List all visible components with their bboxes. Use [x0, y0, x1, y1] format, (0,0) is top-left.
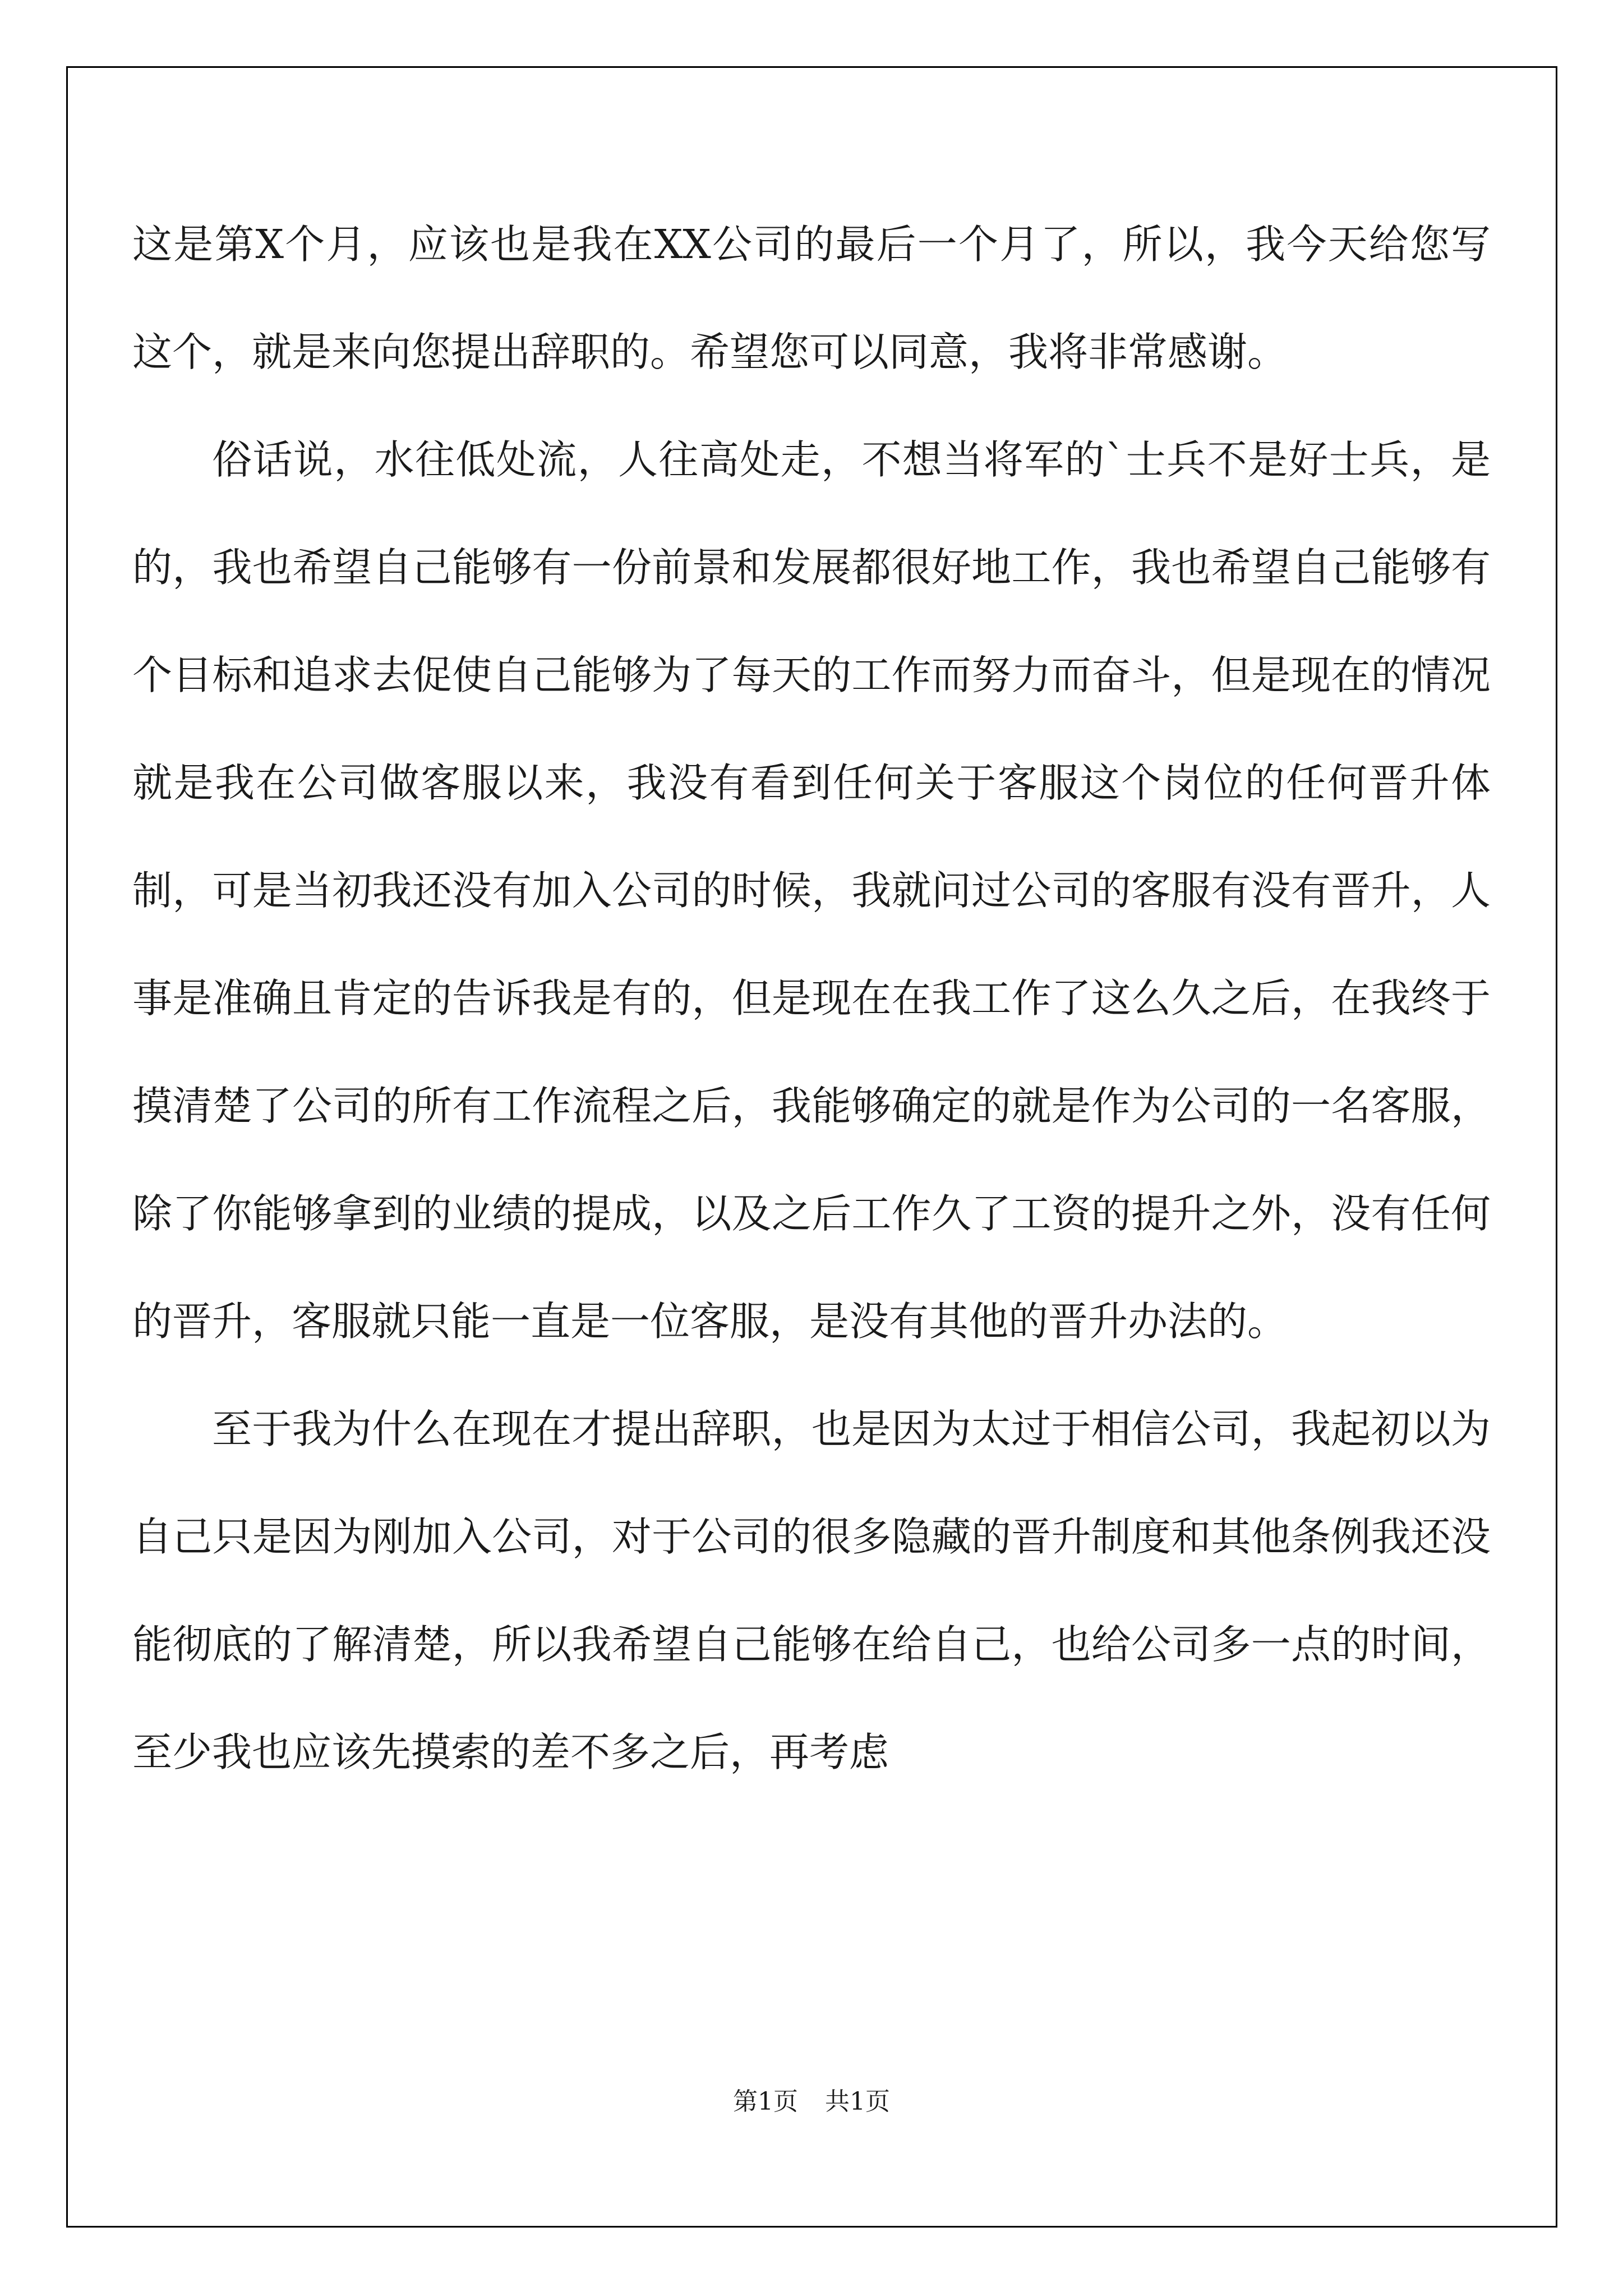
paragraph-2: 俗话说，水往低处流，人往高处走，不想当将军的`士兵不是好士兵，是的，我也希望自己能够有一份前景和发展都很好地工作，我也希望自己能够有个目标和追求去促使自己能够为了每天的工作而努力而奋斗，但是现在的情况就是我在公司做客服以来，我没有看到任何关于客服这个岗位的任何晋升体制，可是当初我还没有加入公司的时候，我就问过公司的客服有没有晋升，人事是准确且肯定的告诉我是有的，但是现在在我工作了这么久之后，在我终于摸清楚了公司的所有工作流程之后，我能够确定的就是作为公司的一名客服，除了你能够拿到的业绩的提成，以及之后工作久了工资的提升之外，没有任何的晋升，客服就只能一直是一位客服，是没有其他的晋升办法的。 [132, 436, 1491, 1345]
paragraph-3: 至于我为什么在现在才提出辞职，也是因为太过于相信公司，我起初以为自己只是因为刚加入公司，对于公司的很多隐藏的晋升制度和其他条例我还没能彻底的了解清楚，所以我希望自己能够在给自己，也给公司多一点的时间，至少我也应该先摸索的差不多之后，再考虑 [132, 1406, 1491, 1775]
document-body [132, 191, 1491, 1806]
paragraph-1: 这是第X个月，应该也是我在XX公司的最后一个月了，所以，我今天给您写这个，就是来向您提出辞职的。希望您可以同意，我将非常感谢。 [132, 221, 1491, 375]
page-number-total: 共1页 [825, 2087, 890, 2116]
page-footer [0, 2081, 1623, 2117]
page-number-current: 第1页 [733, 2087, 798, 2116]
